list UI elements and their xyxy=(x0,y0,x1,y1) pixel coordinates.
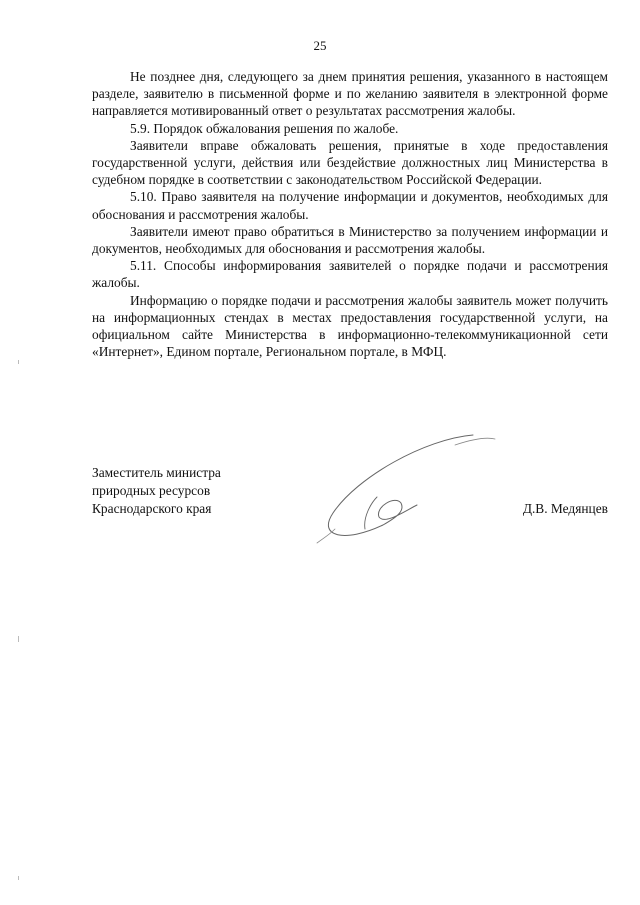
scan-edge-mark xyxy=(18,636,19,642)
signer-position xyxy=(92,464,312,518)
scan-edge-mark xyxy=(18,360,19,364)
paragraph-heading-5-10: 5.10. Право заявителя на получение информации и документов, необходимых для обоснования и рассмотрения жалобы. xyxy=(92,189,608,222)
paragraph-appeal-right: Заявители вправе обжаловать решения, принятые в ходе предоставления государственной услуги, действия или бездействие должностных лиц Министерства в судебном порядке в соответствии с законодательством Российской Федерации. xyxy=(92,137,608,188)
signer-name: Д.В. Медянцев xyxy=(522,501,608,516)
scan-edge-mark xyxy=(18,876,19,880)
page-number: 25 xyxy=(313,38,327,53)
signer-position-line: природных ресурсов xyxy=(92,483,211,498)
paragraph-info-request: Заявители имеют право обратиться в Министерство за получением информации и документов, необходимых для обоснования и рассмотрения жалобы. xyxy=(92,223,608,257)
document-body xyxy=(92,68,608,360)
paragraph-info-sources: Информацию о порядке подачи и рассмотрения жалобы заявитель может получить на информационных стендах в местах предоставления государственной услуги, на официальном сайте Министерства в информационно-телекоммуникационной сети «Интернет», Едином портале, Региональном портале, в МФЦ. xyxy=(92,292,608,360)
paragraph-response-deadline: Не позднее дня, следующего за днем принятия решения, указанного в настоящем разделе, заявителю в письменной форме и по желанию заявителя в электронной форме направляется мотивированный ответ о результатах рассмотрения жалобы. xyxy=(92,69,608,119)
signer-position-line: Заместитель министра xyxy=(92,465,221,480)
signer-position-line: Краснодарского края xyxy=(92,501,212,516)
handwritten-signature-icon xyxy=(305,425,505,550)
paragraph-heading-5-11: 5.11. Способы информирования заявителей о порядке подачи и рассмотрения жалобы. xyxy=(92,258,608,291)
paragraph-heading-5-9: 5.9. Порядок обжалования решения по жалобе. xyxy=(130,120,399,136)
